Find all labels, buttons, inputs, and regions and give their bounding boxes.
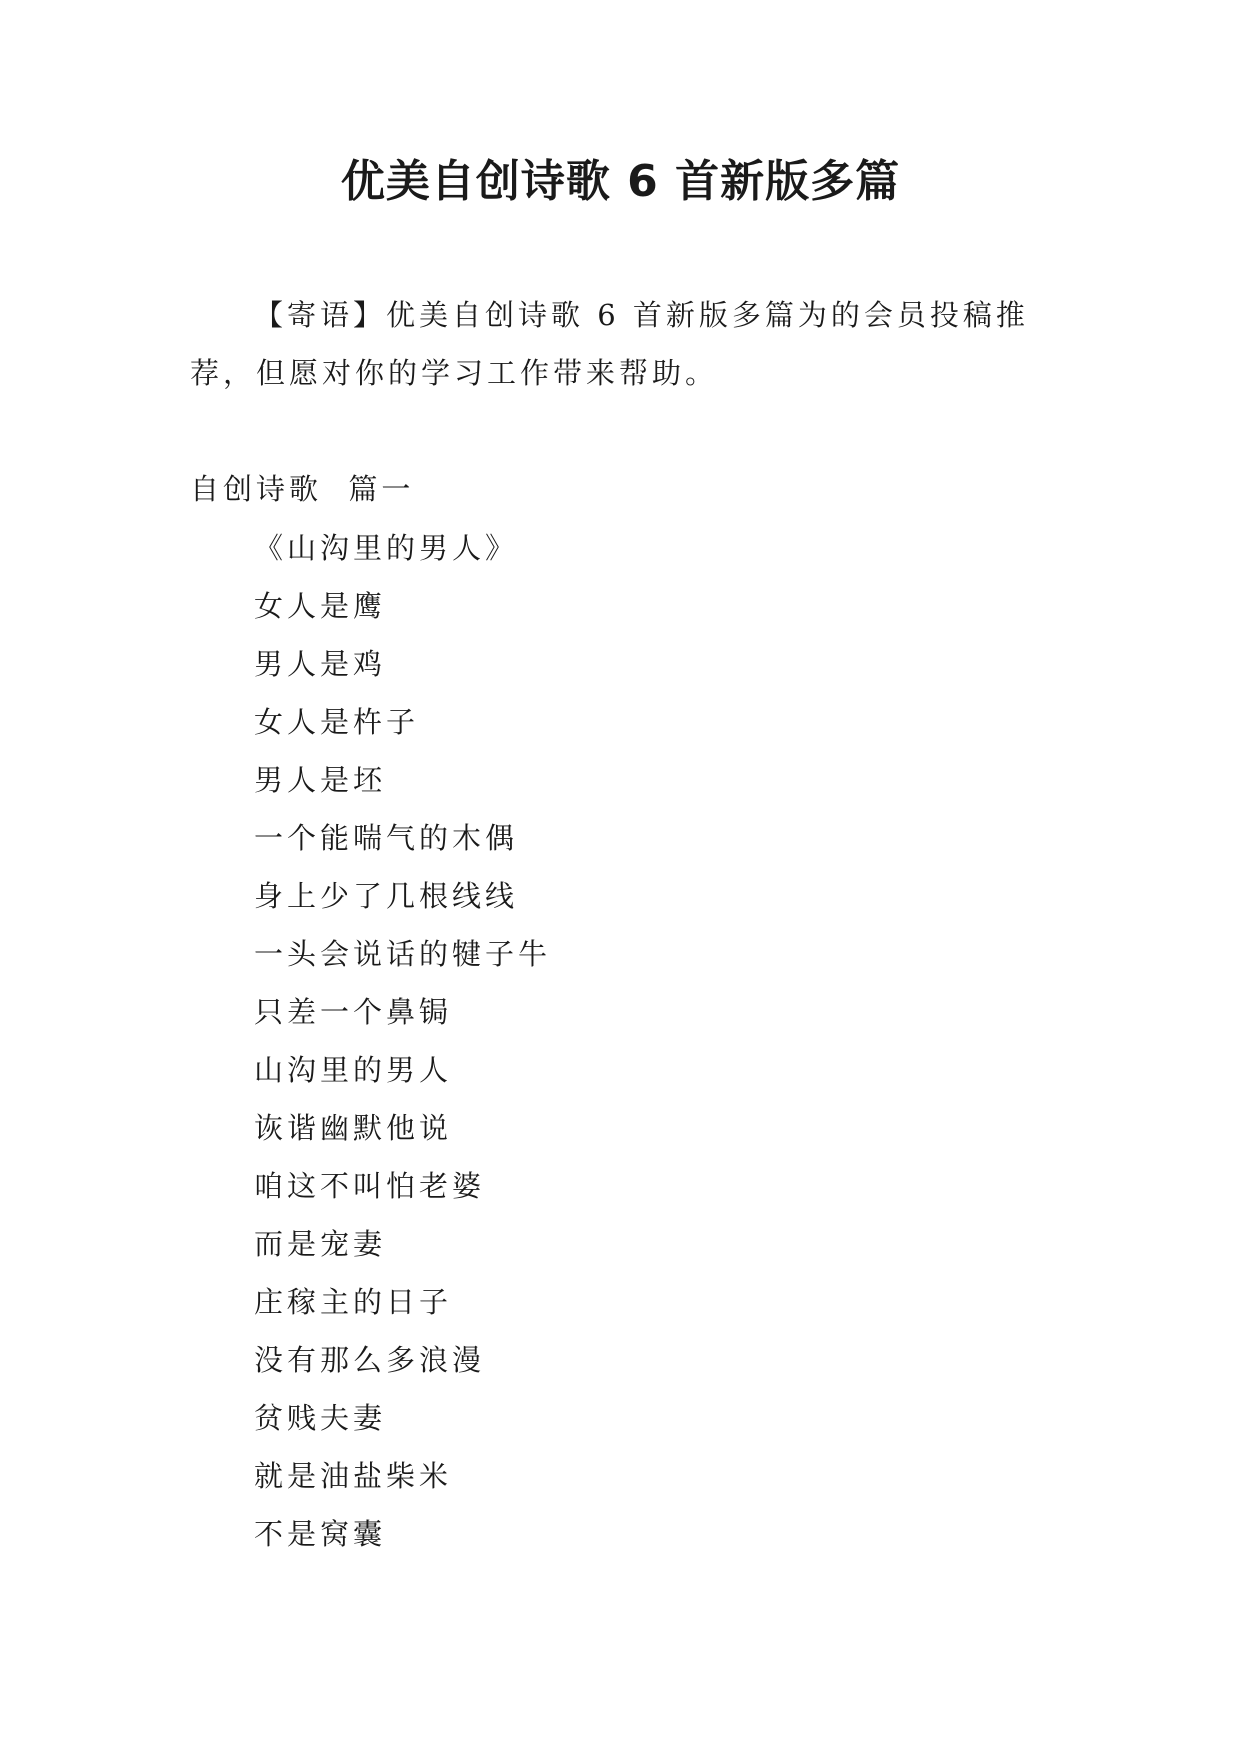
poem-line: 诙谐幽默他说 [254, 1111, 453, 1145]
section-heading: 自创诗歌 篇一 [190, 472, 415, 506]
poem-line: 身上少了几根线线 [254, 879, 519, 913]
poem-line: 不是窝囊 [254, 1517, 387, 1551]
poem [254, 519, 551, 1563]
poem-line: 而是宠妻 [254, 1227, 387, 1261]
poem-line: 咱这不叫怕老婆 [254, 1169, 486, 1203]
poem-line: 男人是坯 [254, 763, 387, 797]
intro-paragraph: 【寄语】优美自创诗歌 6 首新版多篇为的会员投稿推荐，但愿对你的学习工作带来帮助。 [190, 298, 1029, 390]
poem-line: 山沟里的男人 [254, 1053, 453, 1087]
poem-line: 只差一个鼻锔 [254, 995, 453, 1029]
poem-line: 庄稼主的日子 [254, 1285, 453, 1319]
poem-line: 没有那么多浪漫 [254, 1343, 486, 1377]
poem-line: 一头会说话的犍子牛 [254, 937, 552, 971]
document-title: 优美自创诗歌 6 首新版多篇 [340, 156, 901, 207]
poem-line: 一个能喘气的木偶 [254, 821, 519, 855]
poem-line: 就是油盐柴米 [254, 1459, 453, 1493]
poem-line: 贫贱夫妻 [254, 1401, 387, 1435]
poem-title: 《山沟里的男人》 [254, 531, 519, 565]
poem-line: 女人是杵子 [254, 705, 420, 739]
poem-line: 男人是鸡 [254, 647, 387, 681]
poem-line: 女人是鹰 [254, 589, 387, 623]
